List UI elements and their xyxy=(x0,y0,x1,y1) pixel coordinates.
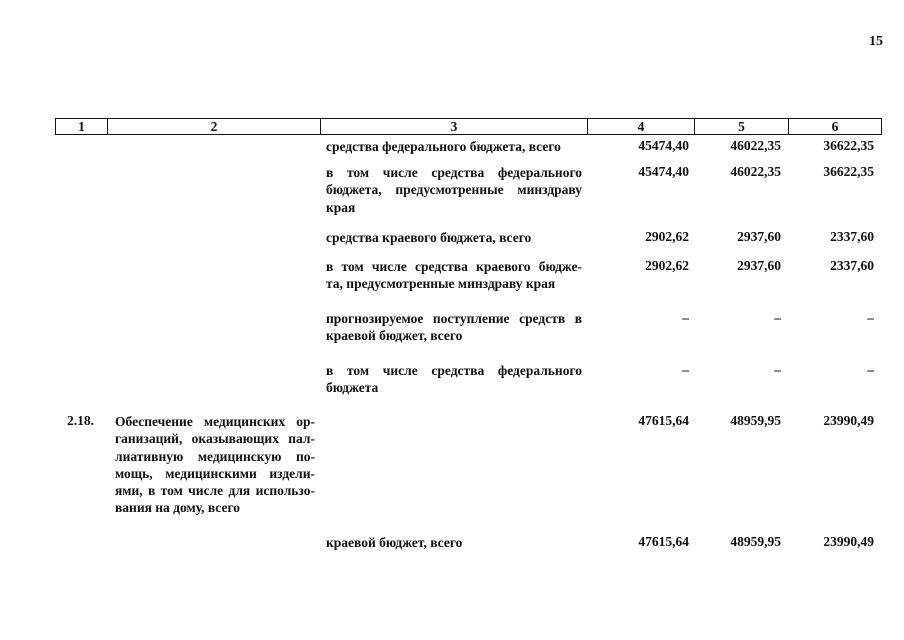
value-col-4: 2902,62 xyxy=(645,229,689,244)
value-col-4: 47615,64 xyxy=(638,413,689,428)
row-description-line: краевой бюджет, всего xyxy=(326,535,463,550)
value-col-4: 45474,40 xyxy=(638,164,689,179)
value-col-5: – xyxy=(774,310,781,325)
value-col-6: 23990,49 xyxy=(823,413,874,428)
value-col-5: 46022,35 xyxy=(730,138,781,153)
value-col-6: – xyxy=(867,310,874,325)
column-header-3: 3 xyxy=(321,119,588,135)
value-col-5: 48959,95 xyxy=(730,534,781,549)
row-description xyxy=(326,229,582,246)
value-col-4: 45474,40 xyxy=(638,138,689,153)
value-col-6: 36622,35 xyxy=(823,138,874,153)
row-description xyxy=(326,534,582,551)
value-col-5: 2937,60 xyxy=(737,258,781,273)
row-name xyxy=(115,413,315,517)
column-header-5: 5 xyxy=(695,119,789,135)
row-name-line: вания на дому, всего xyxy=(115,500,240,516)
row-name-line: ями, в том числе для использо- xyxy=(115,483,315,499)
value-col-5: 48959,95 xyxy=(730,413,781,428)
row-description xyxy=(326,362,582,397)
value-col-6: 2337,60 xyxy=(830,258,874,273)
value-col-5: – xyxy=(774,362,781,377)
column-header-4: 4 xyxy=(588,119,695,135)
row-description-line: средства федерального бюджета, всего xyxy=(326,139,561,154)
row-description xyxy=(326,258,582,293)
row-description-line: бюджета xyxy=(326,380,379,396)
row-name-line: Обеспечение медицинских ор- xyxy=(115,414,315,429)
row-description xyxy=(326,164,582,216)
value-col-6: – xyxy=(867,362,874,377)
column-header-1: 1 xyxy=(56,119,108,135)
column-header-6: 6 xyxy=(789,119,882,135)
value-col-6: 23990,49 xyxy=(823,534,874,549)
row-description-line: та, предусмотренные минздраву края xyxy=(326,276,556,292)
row-name-line: ганизаций, оказывающих пал- xyxy=(115,431,315,447)
row-description-line: в том числе средства краевого бюдже- xyxy=(326,259,582,274)
value-col-4: 2902,62 xyxy=(645,258,689,273)
row-description xyxy=(326,310,582,345)
value-col-5: 46022,35 xyxy=(730,164,781,179)
column-header-2: 2 xyxy=(108,119,321,135)
row-description xyxy=(326,138,582,155)
row-description-line: бюджета, предусмотренные минздраву xyxy=(326,182,582,198)
column-header-row xyxy=(55,118,882,135)
row-description-line: средства краевого бюджета, всего xyxy=(326,230,532,245)
row-description-line: в том числе средства федерального xyxy=(326,363,582,378)
value-col-5: 2937,60 xyxy=(737,229,781,244)
value-col-4: 47615,64 xyxy=(638,534,689,549)
page-number: 15 xyxy=(869,34,883,49)
value-col-6: 2337,60 xyxy=(830,229,874,244)
row-name-line: мощь, медицинскими издели- xyxy=(115,465,315,481)
row-description-line: края xyxy=(326,199,356,215)
row-number: 2.18. xyxy=(67,413,94,428)
row-name-line: лиативную медицинскую по- xyxy=(115,448,315,464)
row-description-line: прогнозируемое поступление средств в xyxy=(326,311,582,326)
value-col-4: – xyxy=(682,310,689,325)
row-description-line: краевой бюджет, всего xyxy=(326,328,463,344)
value-col-4: – xyxy=(682,362,689,377)
row-description-line: в том числе средства федерального xyxy=(326,165,582,180)
value-col-6: 36622,35 xyxy=(823,164,874,179)
